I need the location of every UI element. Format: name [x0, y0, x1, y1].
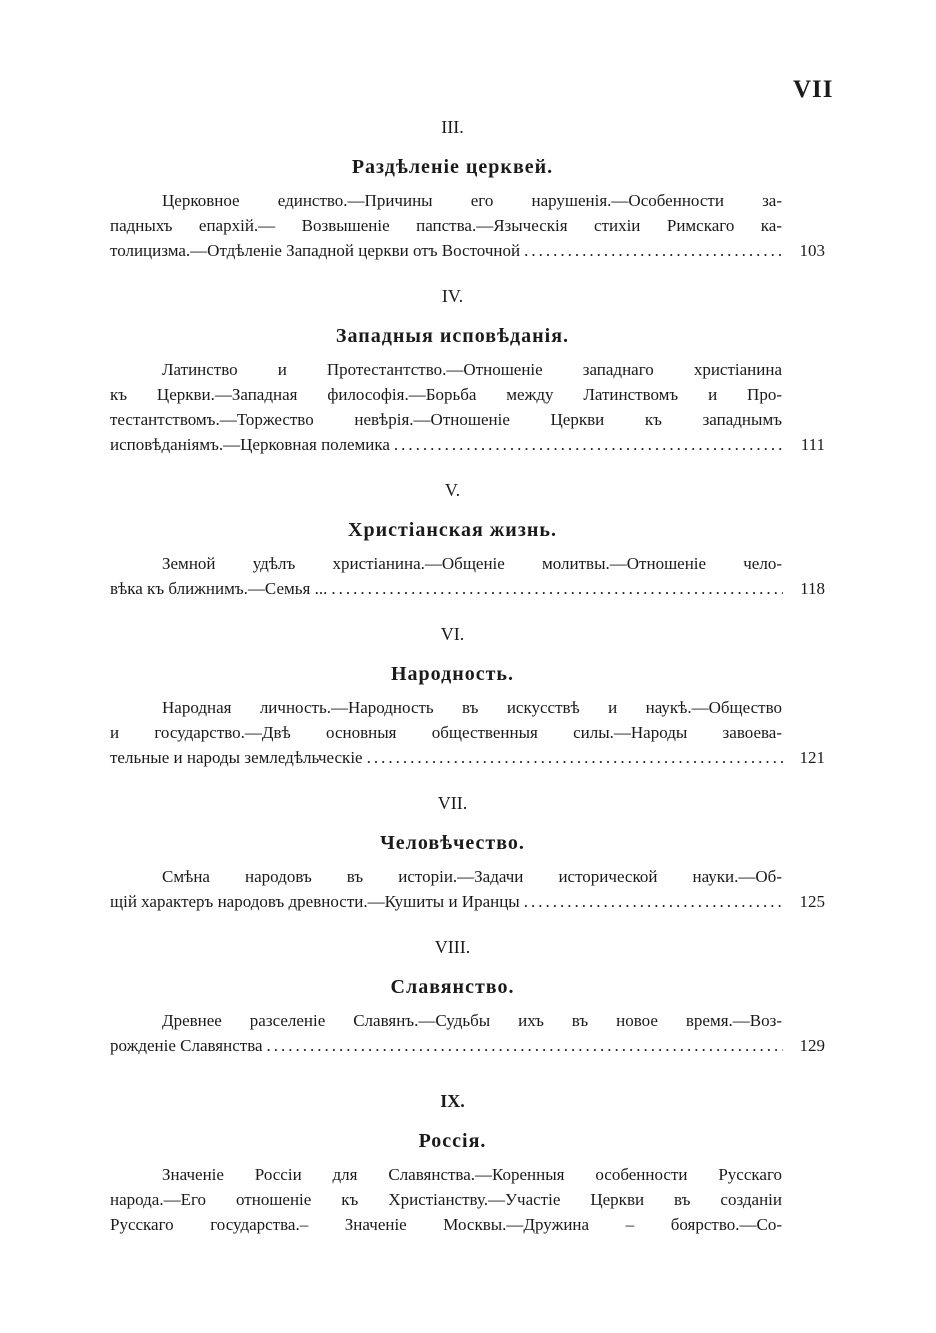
- section-title: Раздѣленіе церквей.: [351, 156, 554, 178]
- entry-line: рожденіе Славянства: [110, 1036, 263, 1055]
- section-entry: [110, 357, 825, 457]
- leader-dots: [524, 238, 783, 263]
- entry-line: Церковное единство.—Причины его нарушенія.—Особенности за-: [162, 191, 782, 210]
- entry-line: Народная личность.—Народность въ искусствѣ и наукѣ.—Общество: [162, 698, 782, 717]
- leader-dots: [524, 889, 783, 914]
- entry-line: тельные и народы земледѣльческіе: [110, 748, 363, 767]
- page-ref: 118: [800, 579, 825, 598]
- section-number: VIII.: [434, 937, 471, 957]
- entry-line: Смѣна народовъ въ исторіи.—Задачи исторической науки.—Об-: [162, 867, 782, 886]
- entry-line: тестантствомъ.—Торжество невѣрія.—Отношеніе Церкви къ западнымъ: [110, 410, 782, 429]
- entry-line: толицизма.—Отдѣленіе Западной церкви отъ Восточной: [110, 241, 521, 260]
- section-title: Западныя исповѣданія.: [335, 325, 570, 347]
- section-entry: [110, 551, 825, 601]
- page-number: VII: [793, 76, 834, 103]
- leader-dots: [367, 745, 783, 770]
- section-entry: [110, 1008, 825, 1058]
- leader-dots: [267, 1033, 783, 1058]
- entry-line: Латинство и Протестантство.—Отношеніе западнаго христіанина: [162, 360, 782, 379]
- entry-line: къ Церкви.—Западная философія.—Борьба между Латинствомъ и Про-: [110, 385, 782, 404]
- toc-section-6: [110, 621, 825, 770]
- entry-line: народа.—Его отношеніе къ Христіанству.—Участіе Церкви въ созданіи: [110, 1190, 782, 1209]
- toc-section-9: [110, 1088, 825, 1237]
- toc-section-3: [110, 114, 825, 263]
- entry-line: Значеніе Россіи для Славянства.—Коренныя особенности Русскаго: [162, 1165, 782, 1184]
- page-ref: 103: [799, 241, 825, 260]
- entry-line: Древнее разселеніе Славянъ.—Судьбы ихъ въ новое время.—Воз-: [162, 1011, 782, 1030]
- section-number: VI.: [440, 624, 465, 644]
- entry-line: вѣка къ ближнимъ.—Семья ...: [110, 579, 328, 598]
- leader-dots: [331, 576, 783, 601]
- section-number: III.: [441, 117, 464, 137]
- section-entry: [110, 864, 825, 914]
- entry-line: падныхъ епархій.— Возвышеніе папства.—Языческія стихіи Римскаго ка-: [110, 216, 782, 235]
- section-entry: [110, 695, 825, 770]
- toc-section-4: [110, 283, 825, 457]
- section-title: Народность.: [390, 663, 515, 685]
- section-title: Христіанская жизнь.: [348, 519, 557, 541]
- section-title: Россія.: [418, 1130, 487, 1152]
- entry-line: и государство.—Двѣ основныя общественныя силы.—Народы завоева-: [110, 723, 782, 742]
- entry-line: исповѣданіямъ.—Церковная полемика: [110, 435, 390, 454]
- page-ref: 121: [799, 748, 825, 767]
- section-number: VII.: [437, 793, 468, 813]
- page-ref: 129: [799, 1036, 825, 1055]
- section-number: V.: [444, 480, 461, 500]
- page-ref: 125: [799, 892, 825, 911]
- toc-section-7: [110, 790, 825, 914]
- page-ref: 111: [800, 435, 825, 454]
- section-title: Славянство.: [390, 976, 515, 998]
- entry-line: Земной удѣлъ христіанина.—Общеніе молитвы.—Отношеніе чело-: [162, 554, 782, 573]
- toc-section-8: [110, 934, 825, 1058]
- section-number: IX.: [440, 1091, 465, 1111]
- table-of-contents: [110, 114, 825, 1237]
- toc-section-5: [110, 477, 825, 601]
- section-entry: [110, 1162, 825, 1237]
- section-entry: [110, 188, 825, 263]
- leader-dots: [394, 432, 783, 457]
- entry-line: Русскаго государства.– Значеніе Москвы.—Дружина – боярство.—Со-: [110, 1215, 782, 1234]
- section-number: IV.: [441, 286, 464, 306]
- entry-line: щій характеръ народовъ древности.—Кушиты и Иранцы: [110, 892, 520, 911]
- section-title: Человѣчество.: [380, 832, 525, 854]
